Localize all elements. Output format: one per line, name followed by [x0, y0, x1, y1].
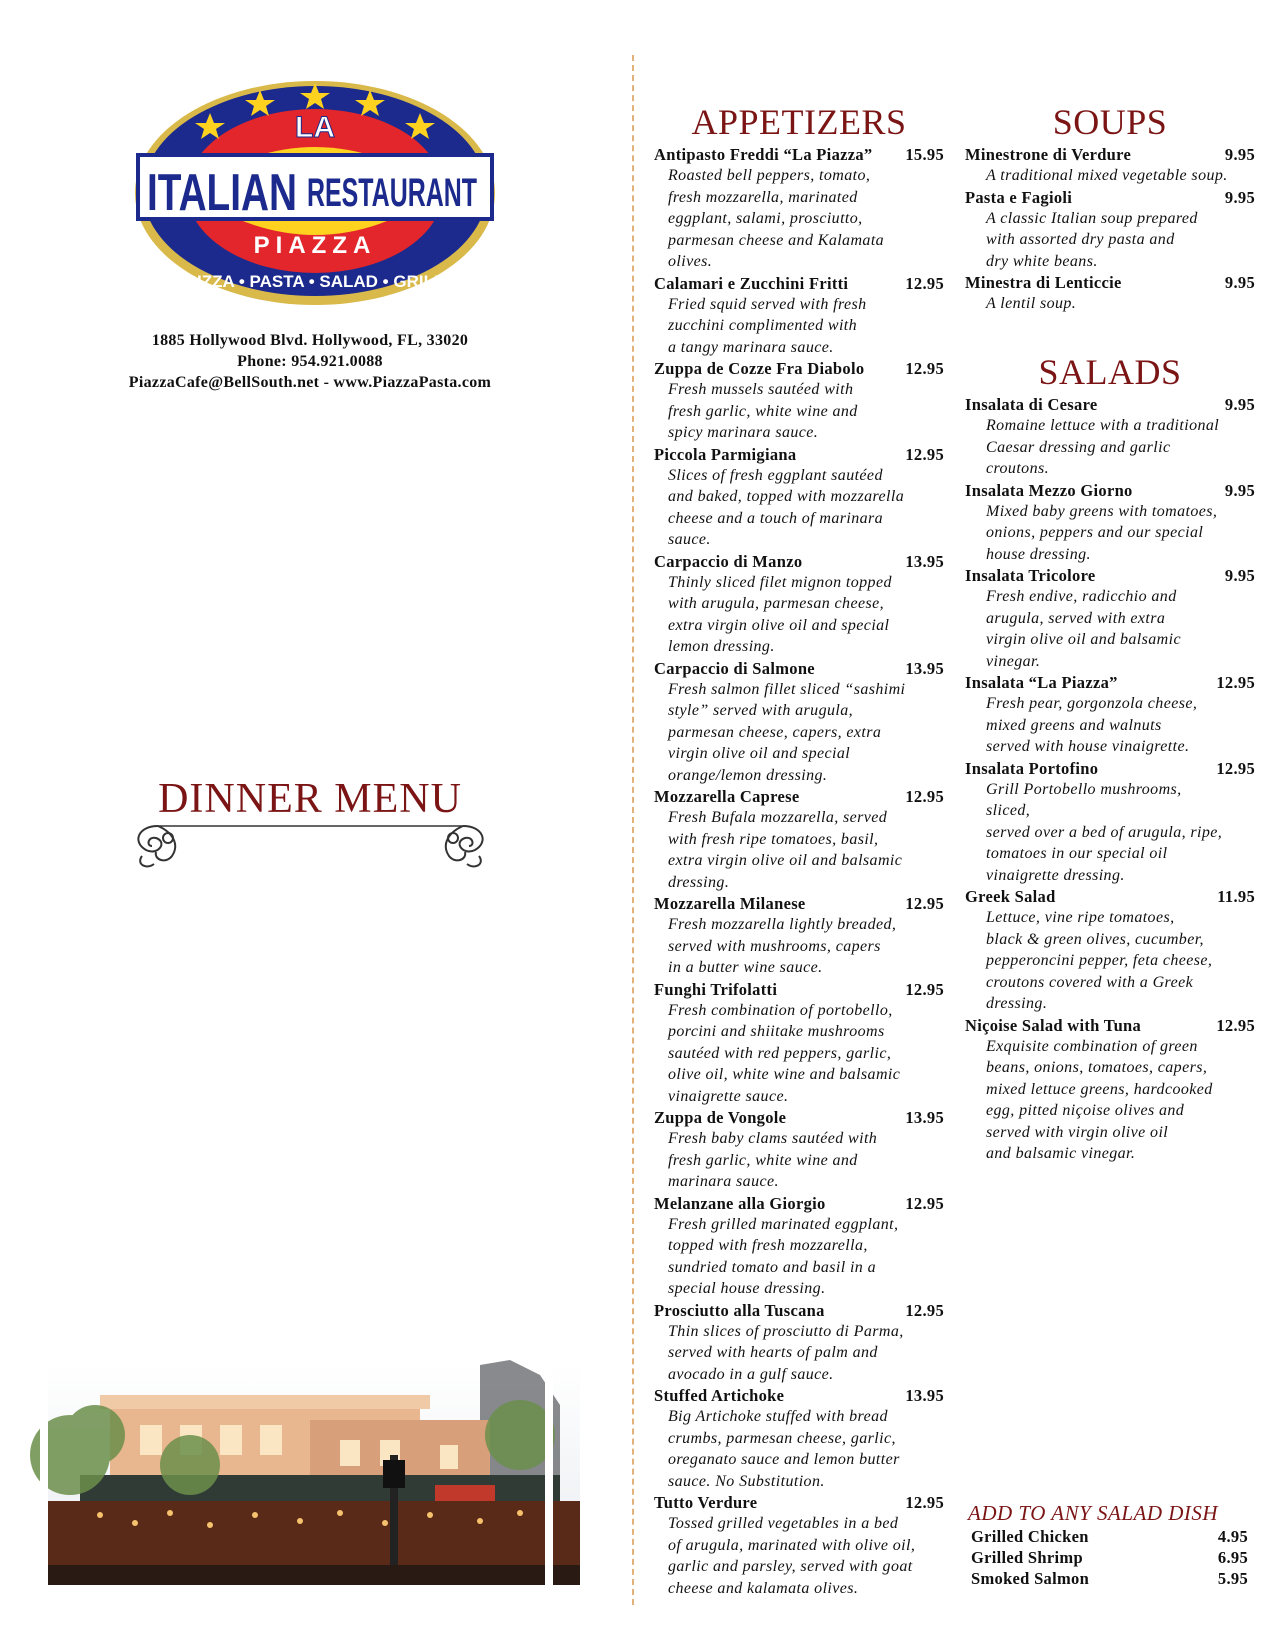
menu-item-name: Carpaccio di Salmone: [654, 658, 815, 678]
menu-item-header: [654, 444, 944, 465]
menu-item-name: Insalata di Cesare: [965, 395, 1098, 414]
menu-item: [965, 565, 1255, 672]
menu-item-description: Fresh salmon fillet sliced “sashimi style” served with arugula, parmesan cheese, capers, extra virgin olive oil and special orange/lemon dressing.: [668, 680, 906, 784]
menu-item-name: Greek Salad: [965, 887, 1056, 906]
addon-name: Grilled Chicken: [971, 1527, 1089, 1546]
menu-item-header: [654, 893, 944, 914]
menu-item-header: [654, 551, 944, 572]
menu-item-header: [965, 758, 1255, 779]
phone: Phone: 954.921.0088: [237, 353, 383, 370]
menu-item: [654, 358, 944, 444]
ornament-divider: [128, 820, 493, 875]
appetizers-column: [654, 102, 944, 1599]
salads-section: [965, 352, 1255, 1165]
menu-item-description: Fresh combination of portobello, porcini and shiitake mushrooms sautéed with red peppers, garlic, olive oil, white wine and balsamic vinaigrette sauce.: [668, 1001, 901, 1105]
menu-item-header: [965, 187, 1255, 208]
addons-list: [968, 1526, 1248, 1589]
menu-item-header: [965, 480, 1255, 501]
appetizers-title: APPETIZERS: [691, 102, 907, 142]
menu-item-price: 12.95: [1216, 758, 1255, 778]
menu-item-name: Mozzarella Caprese: [654, 787, 800, 806]
menu-item-description: Thin slices of prosciutto di Parma, served with hearts of palm and avocado in a gulf sauce.: [668, 1322, 904, 1383]
menu-item-header: [654, 1385, 944, 1406]
menu-item-description: Exquisite combination of green beans, onions, tomatoes, capers, mixed lettuce greens, hardcooked egg, pitted niçoise olives and served with virgin olive oil and balsamic vinegar.: [986, 1037, 1213, 1162]
restaurant-photo: [40, 1365, 580, 1585]
menu-item-price: 9.95: [1224, 273, 1255, 292]
menu-item-name: Stuffed Artichoke: [654, 1386, 785, 1405]
menu-item-price: 11.95: [1217, 887, 1255, 906]
addon-item: [968, 1547, 1248, 1568]
menu-item-header: [965, 1015, 1255, 1036]
menu-item-name: Mozzarella Milanese: [654, 894, 806, 913]
menu-item: [965, 187, 1255, 273]
menu-item-header: [965, 565, 1255, 586]
menu-item-header: [654, 1107, 944, 1128]
menu-item-description: Fresh baby clams sautéed with fresh garlic, white wine and marinara sauce.: [668, 1130, 878, 1190]
menu-item-price: 12.95: [905, 979, 944, 999]
menu-item-description: Romaine lettuce with a traditional Caesar dressing and garlic croutons.: [986, 417, 1220, 477]
restaurant-logo: [130, 75, 500, 320]
logo-top-word: LA: [295, 111, 335, 144]
menu-item: [654, 1107, 944, 1193]
menu-item: [654, 444, 944, 551]
menu-item: [654, 144, 944, 273]
menu-item-price: 13.95: [905, 1108, 944, 1127]
salad-addons: [968, 1500, 1248, 1589]
contact-info: [60, 330, 560, 393]
column-divider: [632, 55, 634, 1605]
menu-item-header: [654, 1300, 944, 1321]
menu-item-name: Prosciutto alla Tuscana: [654, 1300, 825, 1320]
menu-item-name: Insalata Tricolore: [965, 566, 1096, 585]
menu-item-header: [965, 272, 1255, 293]
menu-item-description: A classic Italian soup prepared with assorted dry pasta and dry white beans.: [986, 209, 1198, 270]
menu-item-description: Fresh grilled marinated eggplant, topped with fresh mozzarella, sundried tomato and basil in a special house dressing.: [668, 1215, 899, 1297]
menu-item-name: Insalata “La Piazza”: [965, 673, 1118, 692]
menu-item-description: Slices of fresh eggplant sautéed and baked, topped with mozzarella cheese and a touch of marinara sauce.: [668, 466, 905, 548]
appetizers-list: [654, 144, 944, 1599]
menu-item-name: Zuppa de Vongole: [654, 1108, 787, 1127]
menu-item-price: 9.95: [1224, 480, 1255, 500]
menu-item: [965, 886, 1255, 1015]
menu-item-name: Melanzane alla Giorgio: [654, 1193, 826, 1213]
menu-item-header: [654, 1492, 944, 1513]
menu-item-header: [654, 658, 944, 679]
menu-item-price: 12.95: [905, 273, 944, 293]
menu-item-header: [965, 144, 1255, 165]
right-column: [965, 102, 1255, 1162]
menu-item-price: 9.95: [1224, 566, 1255, 585]
menu-item: [965, 480, 1255, 566]
menu-item-description: Big Artichoke stuffed with bread crumbs, parmesan cheese, garlic, oreganato sauce and lemon butter sauce. No Substitution.: [668, 1408, 900, 1490]
menu-item: [654, 893, 944, 979]
menu-item: [654, 1385, 944, 1492]
menu-item-description: Fresh mussels sautéed with fresh garlic, white wine and spicy marinara sauce.: [668, 381, 858, 441]
salads-list: [965, 394, 1255, 1165]
menu-item-description: A lentil soup.: [986, 295, 1077, 312]
menu-item-price: 12.95: [905, 1193, 944, 1213]
menu-item-name: Minestra di Lenticcie: [965, 273, 1122, 292]
dinner-menu-title: DINNER MENU: [158, 776, 462, 822]
menu-item-header: [965, 672, 1255, 693]
menu-item-price: 12.95: [905, 1300, 944, 1320]
menu-item-header: [654, 144, 944, 165]
menu-item-description: Grill Portobello mushrooms, sliced, served over a bed of arugula, ripe, tomatoes in our special oil vinaigrette dressing.: [986, 780, 1223, 884]
menu-item: [654, 979, 944, 1108]
menu-item-name: Tutto Verdure: [654, 1493, 758, 1512]
menu-item-description: Roasted bell peppers, tomato, fresh mozzarella, marinated eggplant, salami, prosciutto, parmesan cheese and Kalamata olives.: [668, 167, 885, 270]
menu-item-price: 13.95: [905, 658, 944, 678]
menu-item: [965, 144, 1255, 187]
menu-item-price: 12.95: [905, 894, 944, 913]
addon-name: Smoked Salmon: [971, 1569, 1090, 1588]
menu-item: [654, 1300, 944, 1386]
menu-item-price: 15.95: [905, 145, 944, 164]
menu-item-price: 12.95: [905, 1493, 944, 1512]
menu-item-header: [654, 979, 944, 1000]
addon-item: [968, 1568, 1248, 1589]
addon-item: [968, 1526, 1248, 1547]
menu-item-price: 9.95: [1224, 145, 1255, 164]
menu-item-price: 13.95: [905, 1386, 944, 1405]
logo-left-word: ITALIAN: [147, 164, 297, 222]
left-panel: [0, 0, 620, 1650]
menu-item-header: [965, 886, 1255, 907]
menu-item-name: Funghi Trifolatti: [654, 979, 778, 999]
menu-item-description: Fresh endive, radicchio and arugula, served with extra virgin olive oil and balsamic vinegar.: [986, 588, 1181, 670]
address: 1885 Hollywood Blvd. Hollywood, FL, 33020: [151, 332, 469, 349]
menu-item-name: Calamari e Zucchini Fritti: [654, 273, 849, 293]
menu-item-price: 9.95: [1224, 187, 1255, 207]
email-website[interactable]: PiazzaCafe@BellSouth.net - www.PiazzaPasta.com: [128, 374, 492, 391]
menu-item: [965, 672, 1255, 758]
menu-item: [965, 1015, 1255, 1165]
menu-item-description: A traditional mixed vegetable soup.: [986, 167, 1228, 184]
soups-title: SOUPS: [1052, 102, 1168, 142]
menu-item-price: 12.95: [1216, 1015, 1255, 1035]
logo-bottom-word: PIAZZA: [253, 232, 377, 259]
menu-item: [965, 758, 1255, 887]
menu-item-name: Zuppa de Cozze Fra Diabolo: [654, 359, 865, 378]
menu-item-description: Tossed grilled vegetables in a bed of arugula, marinated with olive oil, garlic and parsley, served with goat cheese and kalamata olives.: [668, 1515, 916, 1597]
menu-item-price: 12.95: [905, 787, 944, 806]
menu-item-name: Antipasto Freddi “La Piazza”: [654, 145, 873, 164]
menu-item: [654, 551, 944, 658]
menu-item-header: [965, 394, 1255, 415]
menu-item: [965, 272, 1255, 315]
menu-item-name: Minestrone di Verdure: [965, 145, 1132, 164]
menu-item-header: [654, 1193, 944, 1214]
menu-item-price: 13.95: [905, 551, 944, 571]
menu-item-description: Fresh mozzarella lightly breaded, served with mushrooms, capers in a butter wine sauce.: [668, 916, 897, 976]
menu-item-header: [654, 358, 944, 379]
logo-tagline: PIZZA • PASTA • SALAD • GRILL: [185, 272, 445, 291]
addon-name: Grilled Shrimp: [971, 1548, 1083, 1567]
menu-item-description: Fresh Bufala mozzarella, served with fresh ripe tomatoes, basil, extra virgin olive oil and balsamic dressing.: [668, 809, 903, 891]
menu-item-price: 9.95: [1224, 395, 1255, 414]
menu-item-description: Thinly sliced filet mignon topped with arugula, parmesan cheese, extra virgin olive oil and special lemon dressing.: [668, 573, 892, 655]
menu-item: [654, 273, 944, 359]
menu-item-price: 12.95: [905, 444, 944, 464]
menu-item-name: Insalata Portofino: [965, 758, 1099, 778]
menu-item-description: Fried squid served with fresh zucchini complimented with a tangy marinara sauce.: [668, 295, 867, 356]
menu-item-header: [654, 786, 944, 807]
logo-right-word: RESTAURANT: [307, 171, 477, 215]
menu-item-name: Niçoise Salad with Tuna: [965, 1015, 1142, 1035]
menu-item-header: [654, 273, 944, 294]
addons-title: ADD TO ANY SALAD DISH: [968, 1501, 1219, 1525]
menu-item-name: Carpaccio di Manzo: [654, 551, 803, 571]
menu-item: [654, 1193, 944, 1300]
salads-title: SALADS: [1038, 352, 1182, 392]
menu-item: [654, 786, 944, 893]
menu-item-price: 12.95: [905, 359, 944, 378]
addon-price: 5.95: [1217, 1569, 1248, 1588]
menu-item-name: Pasta e Fagioli: [965, 187, 1073, 207]
menu-item-description: Lettuce, vine ripe tomatoes, black & green olives, cucumber, pepperoncini pepper, feta cheese, croutons covered with a Greek dressing.: [986, 909, 1213, 1012]
soups-list: [965, 144, 1255, 315]
menu-item-name: Insalata Mezzo Giorno: [965, 480, 1133, 500]
menu-item: [654, 1492, 944, 1599]
menu-item: [654, 658, 944, 787]
menu-item-price: 12.95: [1216, 673, 1255, 692]
menu-item-description: Fresh pear, gorgonzola cheese, mixed greens and walnuts served with house vinaigrette.: [986, 695, 1198, 755]
menu-item-name: Piccola Parmigiana: [654, 444, 797, 464]
addon-price: 4.95: [1217, 1527, 1248, 1546]
menu-item-description: Mixed baby greens with tomatoes, onions, peppers and our special house dressing.: [986, 502, 1218, 563]
addon-price: 6.95: [1217, 1548, 1248, 1567]
menu-item: [965, 394, 1255, 480]
